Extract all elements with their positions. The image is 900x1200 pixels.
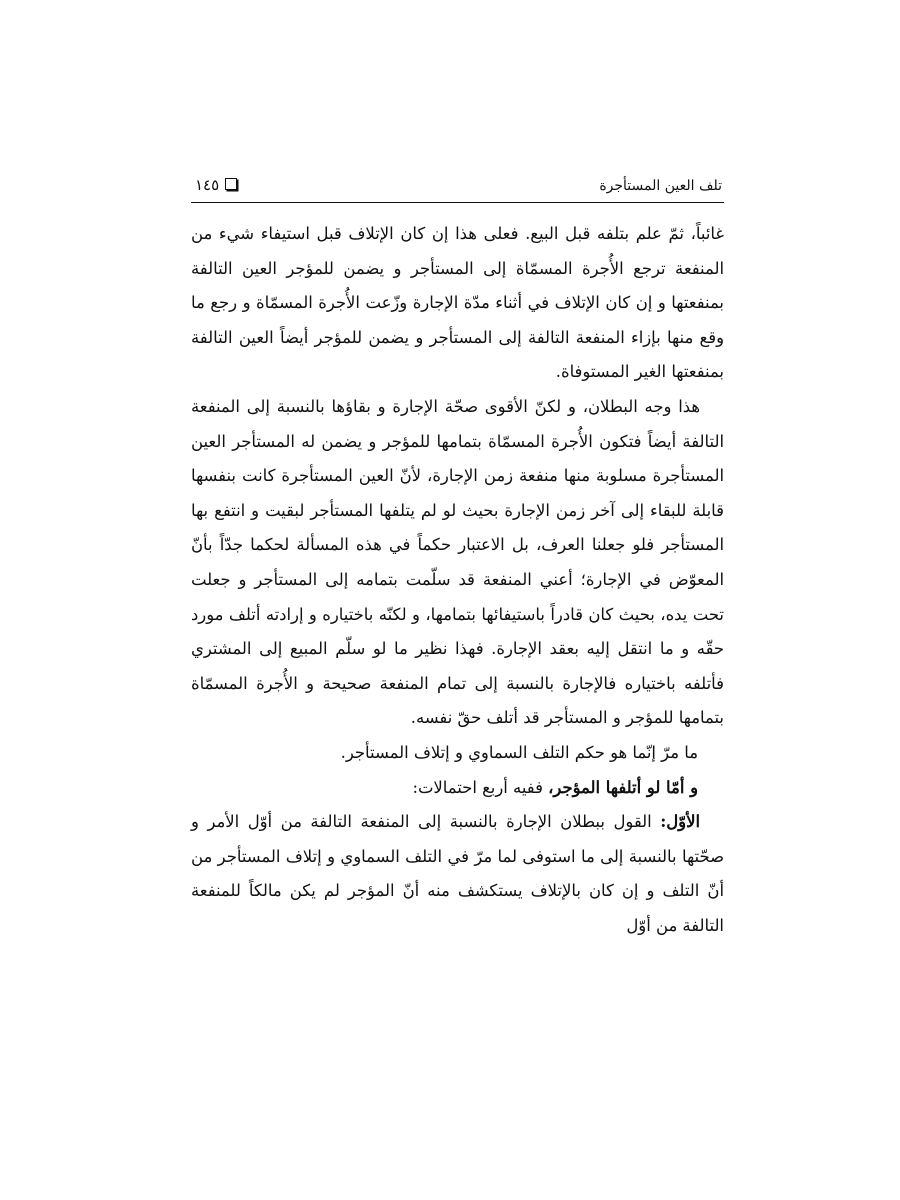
running-title: تلف العين المستأجرة [599,178,722,194]
page-number: ١٤٥ [195,176,220,194]
paragraph-3: ما مرّ إنّما هو حكم التلف السماوي و إتلاف المستأجر. [340,742,698,762]
paragraph-1: غائباً، ثمّ علم بتلفه قبل البيع. فعلى هذا إن كان الإتلاف قبل استيفاء شيء من المنفعة ترجع الأُجرة المسمّاة إلى المستأجر و يضمن للمؤجر العين التالفة بمنفعتها و إن كان الإتلاف في أثناء مدّة الإجارة وزّعت الأُجرة المسمّاة و رجع ما وقع منها بإزاء المنفعة التالفة إلى المستأجر و يضمن للمؤجر أيضاً العين التالفة بمنفعتها الغير المستوفاة. [191,224,724,382]
body-text [191,217,724,943]
page-number-block [195,176,237,194]
header-rule [191,202,724,203]
paragraph-5-text: القول ببطلان الإجارة بالنسبة إلى المنفعة التالفة من أوّل الأمر و صحّتها بالنسبة إلى ما استوفى لما مرّ في التلف السماوي و إتلاف المستأجر من أنّ التلف و إن كان بالإتلاف يستكشف منه أنّ المؤجر لم يكن مالكاً للمنفعة التالفة من أوّل [191,812,724,935]
square-box-icon [225,178,237,190]
running-header [191,172,724,200]
paragraph-5-lead: الأوّل: [660,812,700,832]
paragraph-4-text: ففيه أربع احتمالات: [412,777,549,797]
paragraph-2: هذا وجه البطلان، و لكنّ الأقوى صحّة الإجارة و بقاؤها بالنسبة إلى المنفعة التالفة أيضاً فتكون الأُجرة المسمّاة بتمامها للمؤجر و يضمن له المستأجر العين المستأجرة مسلوبة منها منفعة زمن الإجارة، لأنّ العين المستأجرة كانت بنفسها قابلة للبقاء إلى آخر زمن الإجارة بحيث لو لم يتلفها المستأجر لبقيت و انتفع بها المستأجر فلو جعلنا العرف، بل الاعتبار حكماً في هذه المسألة لحكما جدّاً بأنّ المعوّض في الإجارة؛ أعني المنفعة قد سلّمت بتمامه إلى المستأجر و جعلت تحت يده، بحيث كان قادراً باستيفائها بتمامها، و لكنّه باختياره و إرادته أتلف مورد حقّه و ما انتقل إليه بعقد الإجارة. فهذا نظير ما لو سلّم المبيع إلى المشتري فأتلفه باختياره فالإجارة بالنسبة إلى تمام المنفعة صحيحة و الأُجرة المسمّاة بتمامها للمؤجر و المستأجر قد أتلف حقّ نفسه. [191,396,724,728]
paragraph-4 [191,771,724,806]
paragraph-4-lead: و أمّا لو أتلفها المؤجر، [548,777,698,797]
book-page [191,172,724,943]
paragraph-5 [191,805,724,943]
